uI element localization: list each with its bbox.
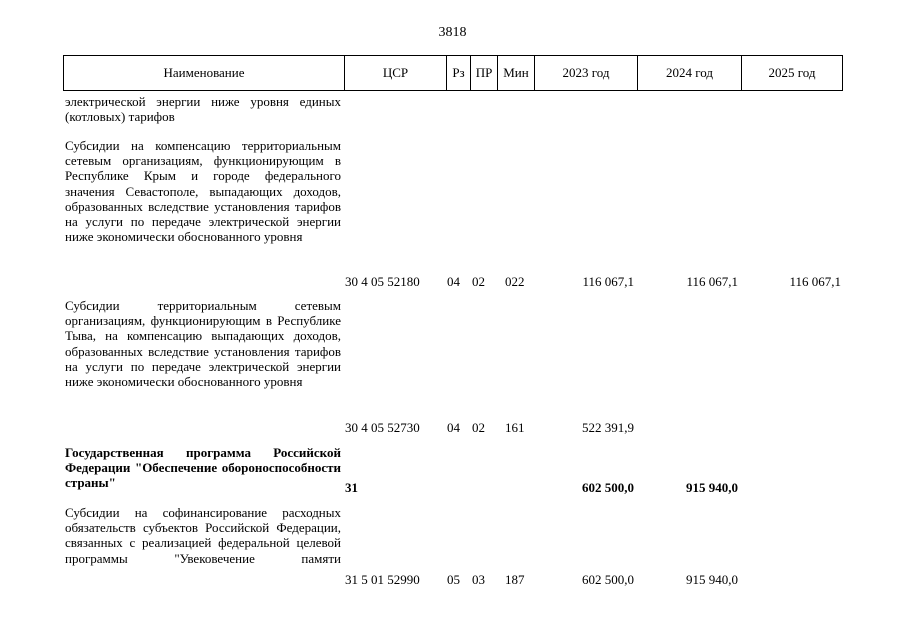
row-3-name: Государственная программа Российской Федерации "Обеспечение обороноспособности страны" <box>65 445 341 491</box>
row-4-pr: 03 <box>472 572 485 587</box>
header-rz: Рз <box>446 56 470 90</box>
row-3-2023: 602 500,0 <box>582 480 634 495</box>
row-1-2023: 116 067,1 <box>582 274 634 289</box>
header-min: Мин <box>497 56 534 90</box>
row-4-csr: 31 5 01 52990 <box>345 572 420 587</box>
row-0-name: электрической энергии ниже уровня единых (котловых) тарифов <box>65 94 341 125</box>
row-1-2025: 116 067,1 <box>789 274 841 289</box>
header-2024: 2024 год <box>637 56 741 90</box>
row-1-2024: 116 067,1 <box>686 274 738 289</box>
row-1-pr: 02 <box>472 274 485 289</box>
row-1-min: 022 <box>505 274 525 289</box>
header-2025: 2025 год <box>741 56 842 90</box>
row-2-min: 161 <box>505 420 525 435</box>
header-name: Наименование <box>163 65 245 80</box>
row-1-csr: 30 4 05 52180 <box>345 274 420 289</box>
row-2-csr: 30 4 05 52730 <box>345 420 420 435</box>
row-1-name: Субсидии на компенсацию территориальным сетевым организациям, функционирующим в Республике Крым и городе федерального значения Севастополе, выпадающих доходов, образованных вследствие установления тарифов на услуги по передаче электрической энергии ниже экономически обоснованного уровня <box>65 138 341 245</box>
header-2023: 2023 год <box>534 56 637 90</box>
header-csr: ЦСР <box>344 56 446 90</box>
row-3-2024: 915 940,0 <box>686 480 738 495</box>
row-4-2023: 602 500,0 <box>582 572 634 587</box>
header-pr: ПР <box>470 56 497 90</box>
row-2-rz: 04 <box>447 420 460 435</box>
row-1-rz: 04 <box>447 274 460 289</box>
row-3-csr: 31 <box>345 480 358 495</box>
row-2-pr: 02 <box>472 420 485 435</box>
page-number: 3818 <box>438 25 467 40</box>
row-2-name: Субсидии территориальным сетевым организациям, функционирующим в Республике Тыва, на компенсацию выпадающих доходов, образованных вследствие установления тарифов на услуги по передаче электрической энергии ниже экономически обоснованного уровня <box>65 298 341 390</box>
table-header <box>63 55 843 91</box>
row-4-2024: 915 940,0 <box>686 572 738 587</box>
row-4-rz: 05 <box>447 572 460 587</box>
row-4-min: 187 <box>505 572 525 587</box>
row-2-2023: 522 391,9 <box>582 420 634 435</box>
row-4-name: Субсидии на софинансирование расходных обязательств субъектов Российской Федерации, связанных с реализацией федеральной целевой программы "Увековечение памяти <box>65 505 341 566</box>
